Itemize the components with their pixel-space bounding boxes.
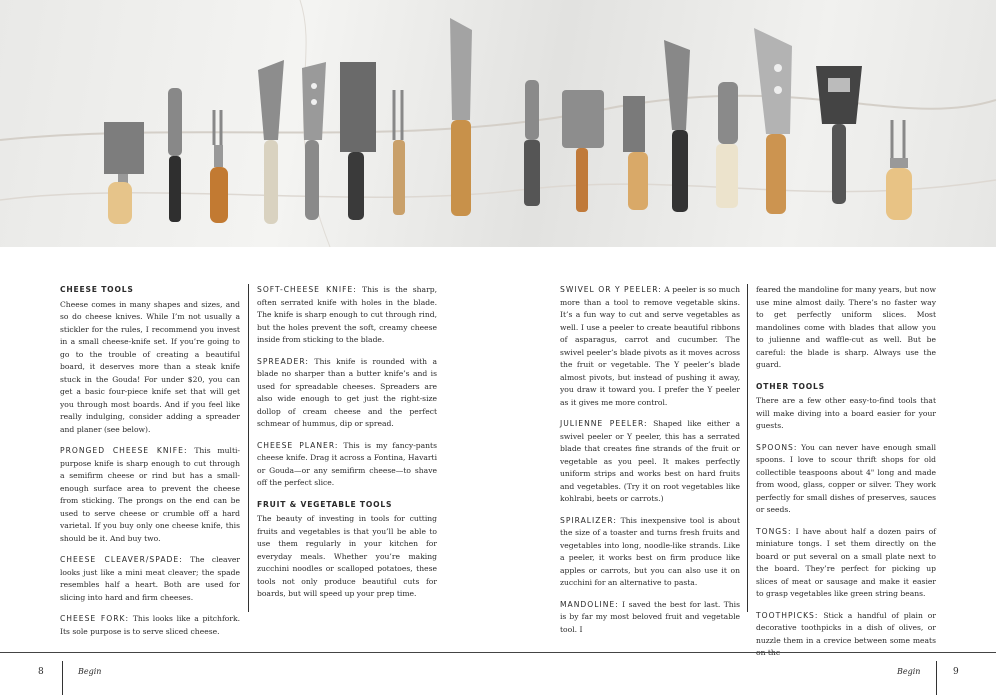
cheese-fork-3 <box>886 120 912 220</box>
pronged-knife <box>168 88 182 222</box>
cleaver-text: The cleaver looks just like a mini meat cleaver; the spade resembles half a heart. Both are used for slicing into hard and firm cheeses. <box>60 555 240 602</box>
mandoline-term: MANDOLINE: <box>560 599 619 609</box>
mandoline-text: I saved the best for last. This is by far my most beloved fruit and vegetable tool. I <box>560 599 740 634</box>
toothpicks-text: Stick a handful of plain or decorative toothpicks in a dish of olives, or nuzzle them in a crevice between some meats on the <box>756 610 936 657</box>
column-1 <box>60 284 240 647</box>
long-cheese-knife <box>450 18 472 216</box>
cheese-tools-photo <box>0 0 996 247</box>
column-divider-right <box>747 284 748 612</box>
other-text: There are a few other easy-to-find tools that will make diving into a board easier for your guests. <box>756 396 936 430</box>
small-knife <box>716 82 738 208</box>
spoons-text: You can never have enough small spoons. I love to scour thrift shops for old collectible teaspoons about 4" long and made from wood, glass, copper or silver. They work perfectly for small dishes of preserves, sauces or seeds. <box>756 442 936 514</box>
spreader-text: This knife is rounded with a blade no sharper than a butter knife’s and is used for spreadable cheeses. Spreaders are also wide enough to get just the right-size dollop of cream cheese and the perfect schmear of hummus, dip or spread. <box>257 356 438 428</box>
soft-term: SOFT-CHEESE KNIFE: <box>257 285 357 294</box>
left-page-number: 8 <box>38 667 44 677</box>
column-3 <box>560 284 740 645</box>
fork-term: CHEESE FORK: <box>60 614 130 623</box>
cheese-slicer <box>816 66 862 204</box>
tongs-term: TONGS: <box>756 526 792 536</box>
pronged-text: This multi-purpose knife is sharp enough to cut through a semifirm cheese or rind but has a small-enough surface area to prevent the cheese from sticking. The prongs on the end can be used to serve cheese or crumble off a hard varietal. If you buy only one cheese knife, this should be it. And buy two. <box>60 446 240 543</box>
narrow-knife <box>524 80 540 206</box>
spoons-term: SPOONS: <box>756 442 798 452</box>
cheese-fork-2 <box>393 90 405 215</box>
mandoline-continued: feared the mandoline for many years, but now use mine almost daily. There’s no faster way to get perfectly uniform slices. Most mandolines come with blades that allow you to julienne and waffle-cut as well. But be careful: the blade is sharp. Always use the guard. <box>756 285 936 369</box>
column-2 <box>257 284 437 610</box>
curved-knife <box>664 40 690 212</box>
soft-cheese-knife-large <box>754 28 792 214</box>
spreader-term: SPREADER: <box>257 356 309 366</box>
cheese-planer <box>562 90 604 212</box>
right-running-head: Begin <box>897 667 921 676</box>
left-running-head: Begin <box>78 667 102 676</box>
spreader <box>623 96 648 210</box>
julienne-term: JULIENNE PEELER: <box>560 419 648 428</box>
cheese-tools-text: Cheese comes in many shapes and sizes, and so do cheese knives. While I’m not usually a stickler for the rules, I recommend you invest in a small cheese-knife set. If you’re going to go to the trouble of creating a beautiful board, it deserves more than a steak knife stuck in the Gouda! For under $20, you can get a basic four-piece knife set that will get you through most boards. And if you feel like really indulging, consider adding a spreader and planer (see below). <box>60 299 240 434</box>
spade-knife <box>104 122 144 224</box>
fruit-heading: FRUIT & VEGETABLE TOOLS <box>257 499 393 509</box>
tongs-text: I have about half a dozen pairs of miniature tongs. I set them directly on the board or put several on a small plate next to the board. They’re perfect for picking up slices of meat or sausage and make it easier to grasp vegetables like green string beans. <box>756 526 936 598</box>
swivel-text: A peeler is so much more than a tool to remove vegetable skins. It’s a fun way to cut and serve vegetables as well. I use a peeler to create beautiful ribbons of asparagus, carrot and cucumber. The swivel peeler’s blade pivots as it moves across the fruit or vegetable. The Y peeler’s blade almost pivots, but instead of pushing it away, you draw it toward you. I prefer the Y peeler as it gives me more control. <box>560 285 741 407</box>
toothpicks-term: TOOTHPICKS: <box>756 610 819 620</box>
fork-text: This looks like a pitchfork. Its sole purpose is to serve sliced cheese. <box>60 614 240 636</box>
cheese-tools-illustration <box>0 0 996 247</box>
page-footer <box>0 652 996 695</box>
pronged-term: PRONGED CHEESE KNIFE: <box>60 446 188 455</box>
cheese-fork <box>210 110 228 223</box>
left-footer-divider <box>62 661 63 695</box>
spiralizer-term: SPIRALIZER: <box>560 515 617 525</box>
fruit-text: The beauty of investing in tools for cutting fruits and vegetables is that you’ll be able to use them regularly in your kitchen for everyday meals. Whether you’re making zucchini noodles or scalloped potatoes, these tools not only produce beautiful cuts for boards, but will speed up your prep time. <box>257 514 437 598</box>
planer-term: CHEESE PLANER: <box>257 440 339 450</box>
cheese-tools-heading: CHEESE TOOLS <box>60 285 134 294</box>
column-4 <box>756 284 936 669</box>
cleaver-term: CHEESE CLEAVER/SPADE: <box>60 555 183 564</box>
spiralizer-text: This inexpensive tool is about the size of a toaster and turns fresh fruits and vegetables into long, noodle-like strands. Like a peeler, it works best on firm produce like apples or carrots, but you can also use it on zucchini for an alternative to pasta. <box>560 515 740 587</box>
planer-text: This is my fancy-pants cheese knife. Drag it across a Fontina, Havarti or Gouda—or any semifirm cheese—to shave off the perfect slice. <box>257 440 437 487</box>
column-divider-left <box>248 284 249 612</box>
right-footer-divider <box>936 661 937 695</box>
other-heading: OTHER TOOLS <box>756 381 825 391</box>
right-page-number: 9 <box>953 667 959 677</box>
soft-text: This is the sharp, often serrated knife with holes in the blade. The knife is sharp enough to cut through rind, but the holes prevent the soft, creamy cheese inside from sticking to the blade. <box>257 285 437 344</box>
swivel-term: SWIVEL OR Y PEELER: <box>560 285 662 294</box>
julienne-text: Shaped like either a swivel peeler or Y peeler, this has a serrated blade that creates fine strands of the fruit or vegetable as you peel. It makes perfectly uniform strips and works best on hard fruits and vegetables. (Try it on root vegetables like kohlrabi, beets or carrots.) <box>560 419 740 503</box>
pronged-knife-ornate <box>258 60 284 224</box>
